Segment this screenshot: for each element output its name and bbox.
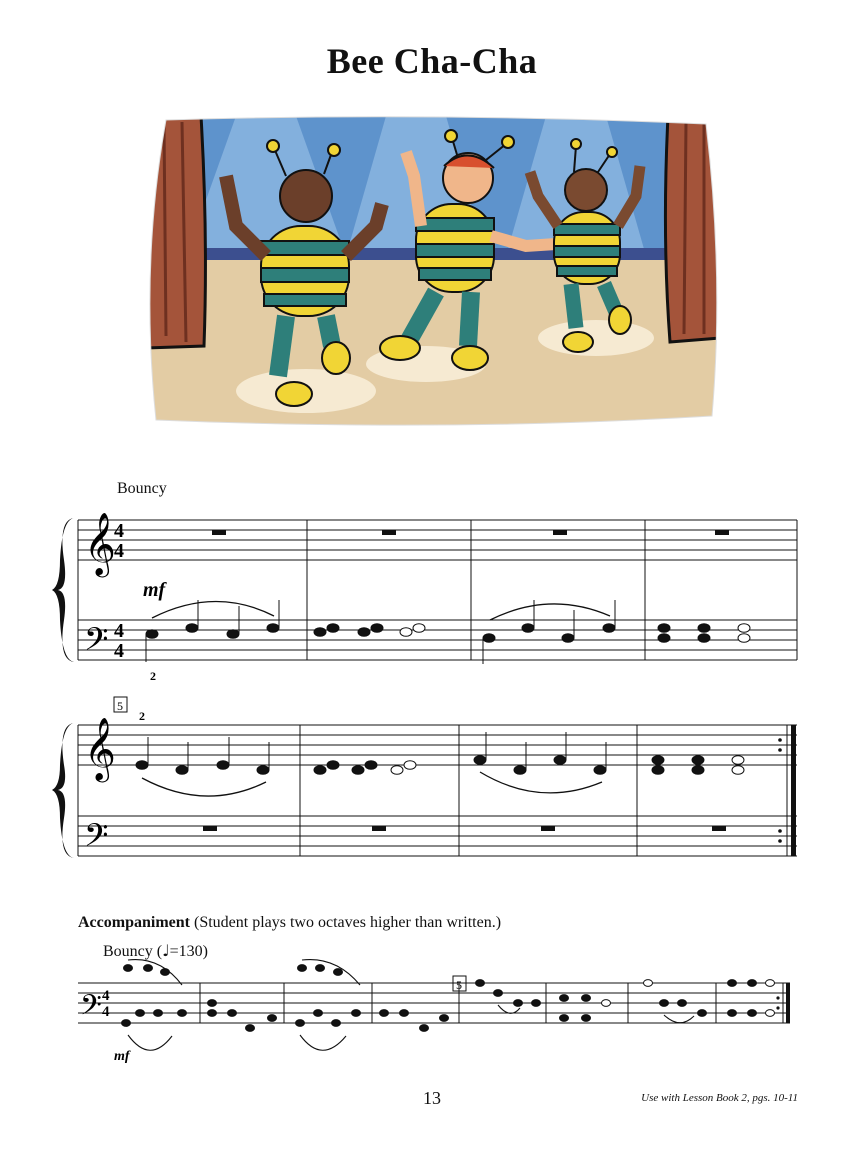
dynamic-mf-1: mf xyxy=(143,579,166,601)
system-1-brace xyxy=(52,518,74,662)
page-title: Bee Cha-Cha xyxy=(326,41,538,81)
bass-clef-1: 𝄢 xyxy=(84,621,109,665)
accompaniment-notes xyxy=(122,965,775,1032)
finger-number-2: 2 xyxy=(139,709,145,723)
time-sig-bass-bottom-1: 4 xyxy=(114,640,124,662)
accompaniment-heading xyxy=(78,914,501,932)
accompaniment-label: Accompaniment xyxy=(78,914,190,931)
accompaniment-note: (Student plays two octaves higher than written.) xyxy=(189,914,502,931)
system-2-brace xyxy=(52,723,74,858)
time-sig-bass-top-1: 4 xyxy=(114,620,124,642)
tempo-marking: Bouncy xyxy=(117,480,167,497)
treble-notes-sys2 xyxy=(136,732,744,774)
treble-clef-2: 𝄞 xyxy=(84,717,116,780)
time-sig-acc-bottom: 4 xyxy=(102,1004,110,1020)
page-number: 13 xyxy=(423,1088,441,1108)
time-sig-treble-top-1: 4 xyxy=(114,520,124,542)
dynamic-mf-acc: mf xyxy=(114,1049,130,1064)
quarter-note-icon: ♩ xyxy=(162,941,170,960)
measure-number-acc: 5 xyxy=(456,978,462,992)
bass-clef-acc: 𝄢 xyxy=(80,989,102,1029)
tempo-prefix: Bouncy ( xyxy=(103,943,163,960)
treble-clef-1: 𝄞 xyxy=(84,512,116,575)
measure-number-5: 5 xyxy=(117,699,123,713)
time-sig-acc-top: 4 xyxy=(102,988,110,1004)
rests-sys2 xyxy=(203,826,726,831)
tempo-value: =130) xyxy=(169,943,209,960)
bass-clef-2: 𝄢 xyxy=(84,817,109,861)
accompaniment-tempo xyxy=(103,941,208,961)
system-1-staves xyxy=(78,520,797,660)
system-2-staves xyxy=(78,725,797,856)
finger-number-1: 2 xyxy=(150,669,156,683)
time-sig-treble-bottom-1: 4 xyxy=(114,540,124,562)
bass-notes-sys1 xyxy=(146,600,750,664)
lesson-book-reference: Use with Lesson Book 2, pgs. 10-11 xyxy=(641,1092,798,1104)
